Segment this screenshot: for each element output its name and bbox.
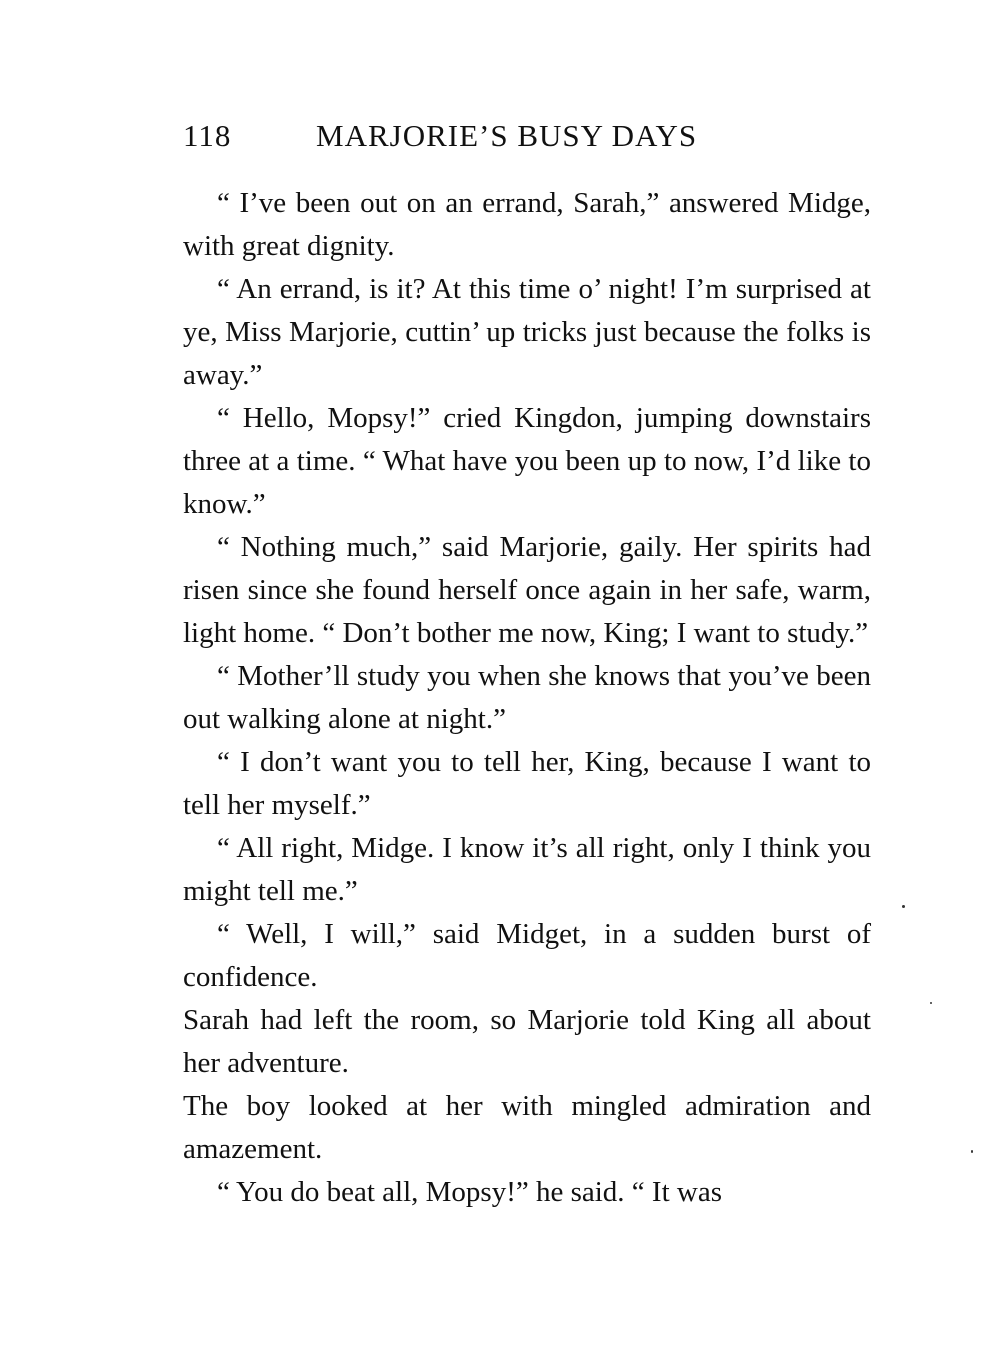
paragraph-5: “ Mother’ll study you when she knows that you’ve been out walking alone at night.” xyxy=(183,660,871,735)
paragraph-9: Sarah had left the room, so Marjorie told King all about her adventure. xyxy=(183,1004,871,1079)
paragraph-10: The boy looked at her with mingled admiration and amazement. xyxy=(183,1090,871,1165)
scan-speck xyxy=(902,905,905,908)
page-number: 118 xyxy=(183,118,232,153)
running-title: MARJORIE’S BUSY DAYS xyxy=(316,118,698,153)
paragraph-1: “ I’ve been out on an errand, Sarah,” answered Midge, with great dignity. xyxy=(183,187,871,262)
paragraph-3: “ Hello, Mopsy!” cried Kingdon, jumping downstairs three at a time. “ What have you been up to now, I’d like to know.” xyxy=(183,402,871,520)
paragraph-8: “ Well, I will,” said Midget, in a sudden burst of confidence. xyxy=(183,918,871,993)
paragraph-2: “ An errand, is it? At this time o’ night! I’m surprised at ye, Miss Marjorie, cuttin’ up tricks just because the folks is away.” xyxy=(183,273,871,391)
body-text xyxy=(183,182,871,1214)
paragraph-4: “ Nothing much,” said Marjorie, gaily. Her spirits had risen since she found herself once again in her safe, warm, light home. “ Don’t bother me now, King; I want to study.” xyxy=(183,531,871,649)
running-head xyxy=(183,118,743,168)
paragraph-7: “ All right, Midge. I know it’s all right, only I think you might tell me.” xyxy=(183,832,871,907)
paragraph-6: “ I don’t want you to tell her, King, because I want to tell her myself.” xyxy=(183,746,871,821)
scan-speck xyxy=(971,1150,973,1153)
paragraph-11: “ You do beat all, Mopsy!” he said. “ It was xyxy=(217,1176,722,1208)
scan-speck xyxy=(930,1002,932,1004)
